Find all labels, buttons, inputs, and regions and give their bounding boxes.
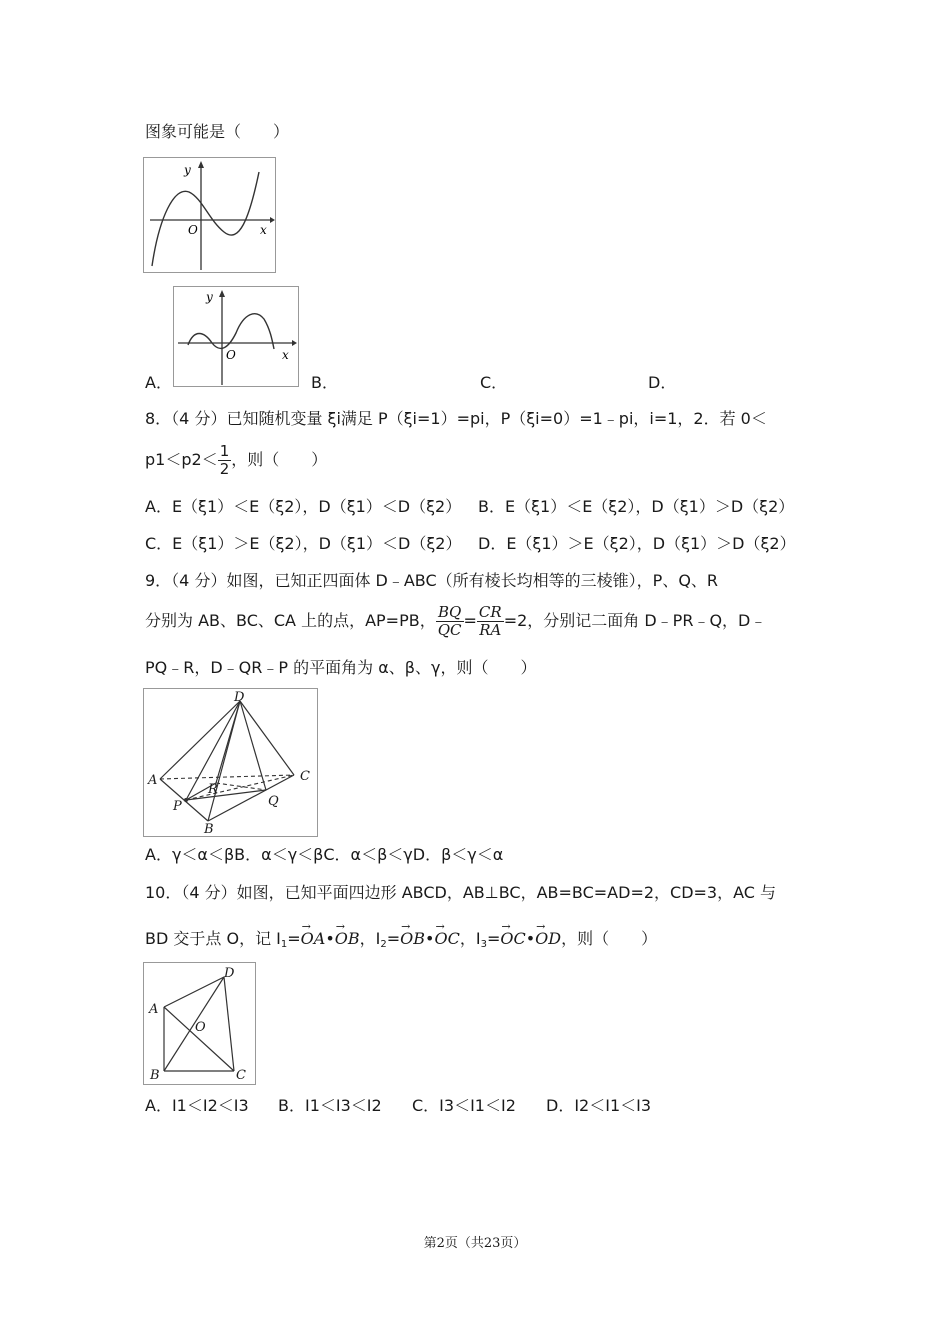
q10-vector-oc-2: → OC xyxy=(500,927,525,951)
q9-fraction-2 xyxy=(477,604,504,639)
q10-option-d: D．I2＜I1＜I3 xyxy=(546,1096,652,1115)
q9-frac1-num: BQ xyxy=(436,604,464,622)
q7-option-a: A． xyxy=(145,373,172,392)
q10-text-b: = xyxy=(287,929,301,948)
q10-option-a: A．I1＜I2＜I3 xyxy=(145,1096,249,1115)
q8-line-2-pre: p1＜p2＜ xyxy=(145,450,218,469)
q7-g2-x-label: x xyxy=(282,348,289,362)
q8-option-c: C．E（ξ1）＞E（ξ2），D（ξ1）＜D（ξ2） xyxy=(145,534,462,553)
q9-frac1-den: QC xyxy=(437,621,462,639)
q9-label-c: C xyxy=(300,769,310,784)
q10-option-b: B．I1＜I3＜I2 xyxy=(278,1096,382,1115)
q10-vector-oa: → OA xyxy=(301,927,326,951)
q7-stem-end: 图象可能是（ ） xyxy=(145,122,290,141)
q10-label-b: B xyxy=(150,1068,160,1083)
q7-g2-y-label: y xyxy=(206,290,213,304)
q8-line-1: 8．（4 分）已知随机变量 ξi满足 P（ξi=1）=pi，P（ξi=0）=1﹣pi，i=1，2．若 0＜ xyxy=(145,409,767,428)
q9-fraction-1 xyxy=(436,604,464,639)
q10-text-g: ，则（ ） xyxy=(561,929,658,948)
q10-dot-3: • xyxy=(525,929,536,948)
q7-graph-1 xyxy=(143,157,276,273)
q10-sub-1: 1 xyxy=(280,939,288,950)
q10-text-e: ，I xyxy=(459,929,481,948)
q10-sub-3: 3 xyxy=(480,939,487,950)
q8-option-d: D．E（ξ1）＞E（ξ2），D（ξ1）＞D（ξ2） xyxy=(478,534,796,553)
q8-line-2 xyxy=(145,441,327,479)
q8-option-a: A．E（ξ1）＜E（ξ2），D（ξ1）＜D（ξ2） xyxy=(145,497,462,516)
q8-line-2-post: ，则（ ） xyxy=(231,450,328,469)
q8-frac-num: 1 xyxy=(219,442,230,460)
q9-line-2 xyxy=(145,599,766,643)
q10-label-d: D xyxy=(224,966,235,981)
q10-text-f: = xyxy=(486,929,501,948)
q7-g1-y-label: y xyxy=(184,163,191,177)
q9-label-d: D xyxy=(234,690,245,705)
q9-line-2-post: =2，分别记二面角 D﹣PR﹣Q，D﹣ xyxy=(503,611,767,630)
q9-label-b: B xyxy=(204,822,214,836)
q7-g1-o-label: O xyxy=(188,223,198,237)
q9-frac2-den: RA xyxy=(479,621,502,639)
q9-equals: = xyxy=(463,611,477,630)
q10-sub-2: 2 xyxy=(380,939,387,950)
q9-label-p: P xyxy=(173,799,182,814)
q9-frac2-num: CR xyxy=(478,603,502,621)
q9-label-q: Q xyxy=(268,794,279,809)
q10-text-a: BD 交于点 O，记 I xyxy=(145,929,281,948)
q7-g1-x-label: x xyxy=(260,223,267,237)
q10-text-d: = xyxy=(386,929,401,948)
q10-vector-ob-2: → OB xyxy=(400,927,425,951)
q10-text-c: ，I xyxy=(359,929,381,948)
q10-label-c: C xyxy=(236,1068,246,1083)
q10-label-a: A xyxy=(149,1002,159,1017)
q10-vector-ob: → OB xyxy=(335,927,360,951)
q10-label-o: O xyxy=(195,1020,206,1035)
q9-line-3: PQ﹣R，D﹣QR﹣P 的平面角为 α、β、γ，则（ ） xyxy=(145,658,537,677)
q9-label-r: R xyxy=(208,782,218,797)
q10-quadrilateral-figure xyxy=(143,962,256,1085)
q8-option-b: B．E（ξ1）＜E（ξ2），D（ξ1）＞D（ξ2） xyxy=(478,497,795,516)
q9-line-2-pre: 分别为 AB、BC、CA 上的点，AP=PB， xyxy=(145,611,436,630)
q9-label-a: A xyxy=(148,773,158,788)
q7-graph-2 xyxy=(173,286,299,387)
q10-vector-oc: → OC xyxy=(434,927,459,951)
page-footer: 第2页（共23页） xyxy=(423,1236,527,1251)
q10-vector-od: → OD xyxy=(535,927,561,951)
q9-tetrahedron-figure xyxy=(143,688,318,837)
q8-frac-den: 2 xyxy=(219,460,230,478)
q7-g2-o-label: O xyxy=(226,348,236,362)
q10-line-1: 10．（4 分）如图，已知平面四边形 ABCD，AB⊥BC，AB=BC=AD=2，CD=3，AC 与 xyxy=(145,883,777,902)
q10-dot-2: • xyxy=(425,929,435,948)
q7-option-d: D． xyxy=(648,373,677,392)
q7-option-b: B． xyxy=(311,373,338,392)
q8-fraction xyxy=(218,443,232,478)
q9-options: A．γ＜α＜βB．α＜γ＜βC．α＜β＜γD．β＜γ＜α xyxy=(145,845,504,864)
q10-option-c: C．I3＜I1＜I2 xyxy=(412,1096,516,1115)
q9-line-1: 9．（4 分）如图，已知正四面体 D﹣ABC（所有棱长均相等的三棱锥），P、Q、R xyxy=(145,571,719,590)
q10-line-2 xyxy=(145,927,657,957)
q7-option-c: C． xyxy=(480,373,508,392)
q10-dot-1: • xyxy=(325,929,335,948)
